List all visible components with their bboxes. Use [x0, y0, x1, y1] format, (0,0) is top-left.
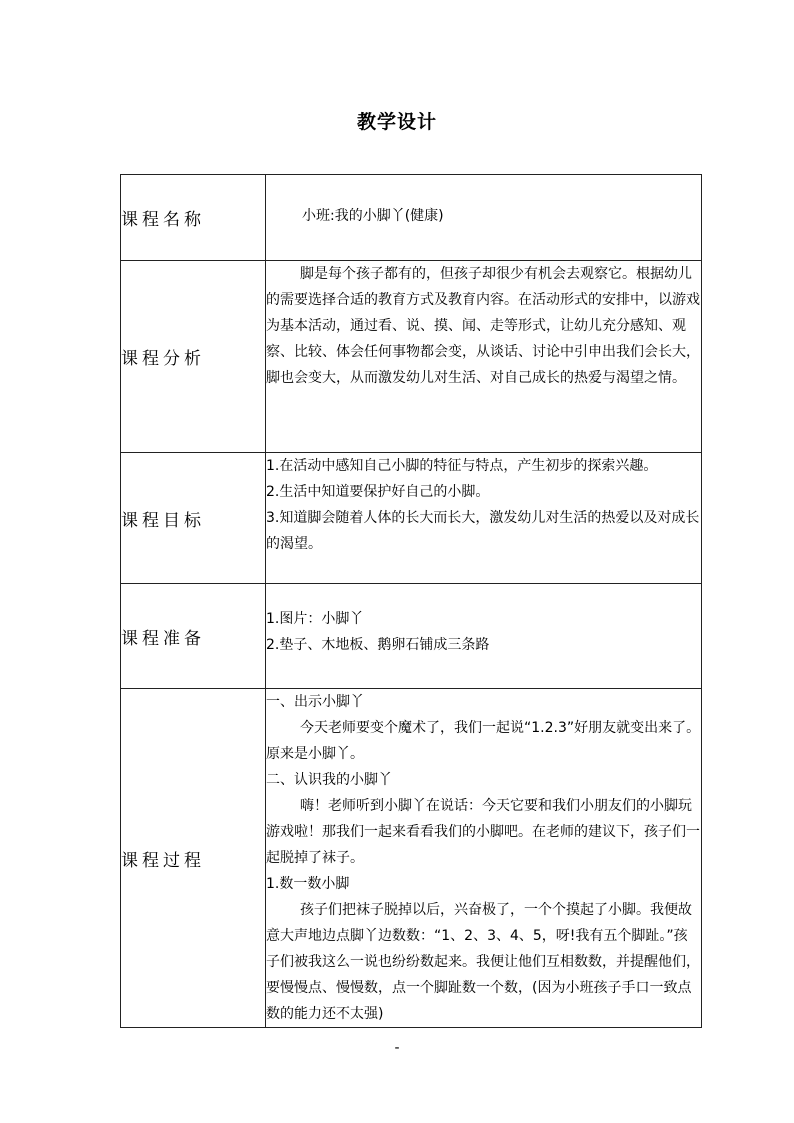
row-content	[266, 453, 702, 584]
prep-item: 2.垫子、木地板、鹅卵石铺成三条路	[266, 637, 490, 653]
subsection-heading: 1.数一数小脚	[266, 876, 350, 892]
prep-item: 1.图片：小脚丫	[266, 611, 364, 627]
row-content	[266, 175, 702, 261]
goal-item: 3.知道脚会随着人体的长大而长大，激发幼儿对生活的热爱以及对成长的渴望。	[266, 510, 700, 552]
lesson-plan-table	[120, 174, 702, 1028]
table-row	[121, 261, 702, 453]
course-name-text: 小班:我的小脚丫(健康)	[302, 208, 444, 224]
table-row	[121, 175, 702, 261]
row-content	[266, 261, 702, 453]
process-paragraph: 今天老师要变个魔术了，我们一起说“1.2.3”好朋友就变出来了。原来是小脚丫。	[266, 720, 701, 762]
goal-item: 1.在活动中感知自己小脚的特征与特点，产生初步的探索兴趣。	[266, 458, 658, 474]
row-content	[266, 584, 702, 689]
section-heading: 二、认识我的小脚丫	[266, 772, 392, 788]
row-label: 课程名称	[121, 175, 266, 261]
process-paragraph: 嗨！老师听到小脚丫在说话：今天它要和我们小朋友们的小脚玩游戏啦！那我们一起来看看我们的小脚吧。在老师的建议下，孩子们一起脱掉了袜子。	[266, 798, 700, 866]
table-row	[121, 453, 702, 584]
row-label: 课程分析	[121, 261, 266, 453]
row-label: 课程准备	[121, 584, 266, 689]
row-label: 课程过程	[121, 689, 266, 1028]
table-row	[121, 689, 702, 1028]
analysis-paragraph: 脚是每个孩子都有的，但孩子却很少有机会去观察它。根据幼儿的需要选择合适的教育方式及教育内容。在活动形式的安排中，以游戏为基本活动，通过看、说、摸、闻、走等形式，让幼儿充分感知、观察、比较、体会任何事物都会变，从谈话、讨论中引申出我们会长大，脚也会变大，从而激发幼儿对生活、对自己成长的热爱与渴望之情。	[266, 266, 700, 386]
page-title: 教学设计	[356, 111, 437, 133]
table-row	[121, 584, 702, 689]
section-heading: 一、出示小脚丫	[266, 694, 364, 710]
row-content	[266, 689, 702, 1028]
row-label: 课程目标	[121, 453, 266, 584]
page-footer-mark: -	[394, 1040, 400, 1056]
process-paragraph: 孩子们把袜子脱掉以后，兴奋极了，一个个摸起了小脚。我便故意大声地边点脚丫边数数：“1、2、3、4、5，呀!我有五个脚趾。”孩子们被我这么一说也纷纷数起来。我便让他们互相数数，并提醒他们，要慢慢点、慢慢数，点一个脚趾数一个数，(因为小班孩子手口一致点数的能力还不太强)	[266, 902, 700, 1022]
goal-item: 2.生活中知道要保护好自己的小脚。	[266, 484, 490, 500]
